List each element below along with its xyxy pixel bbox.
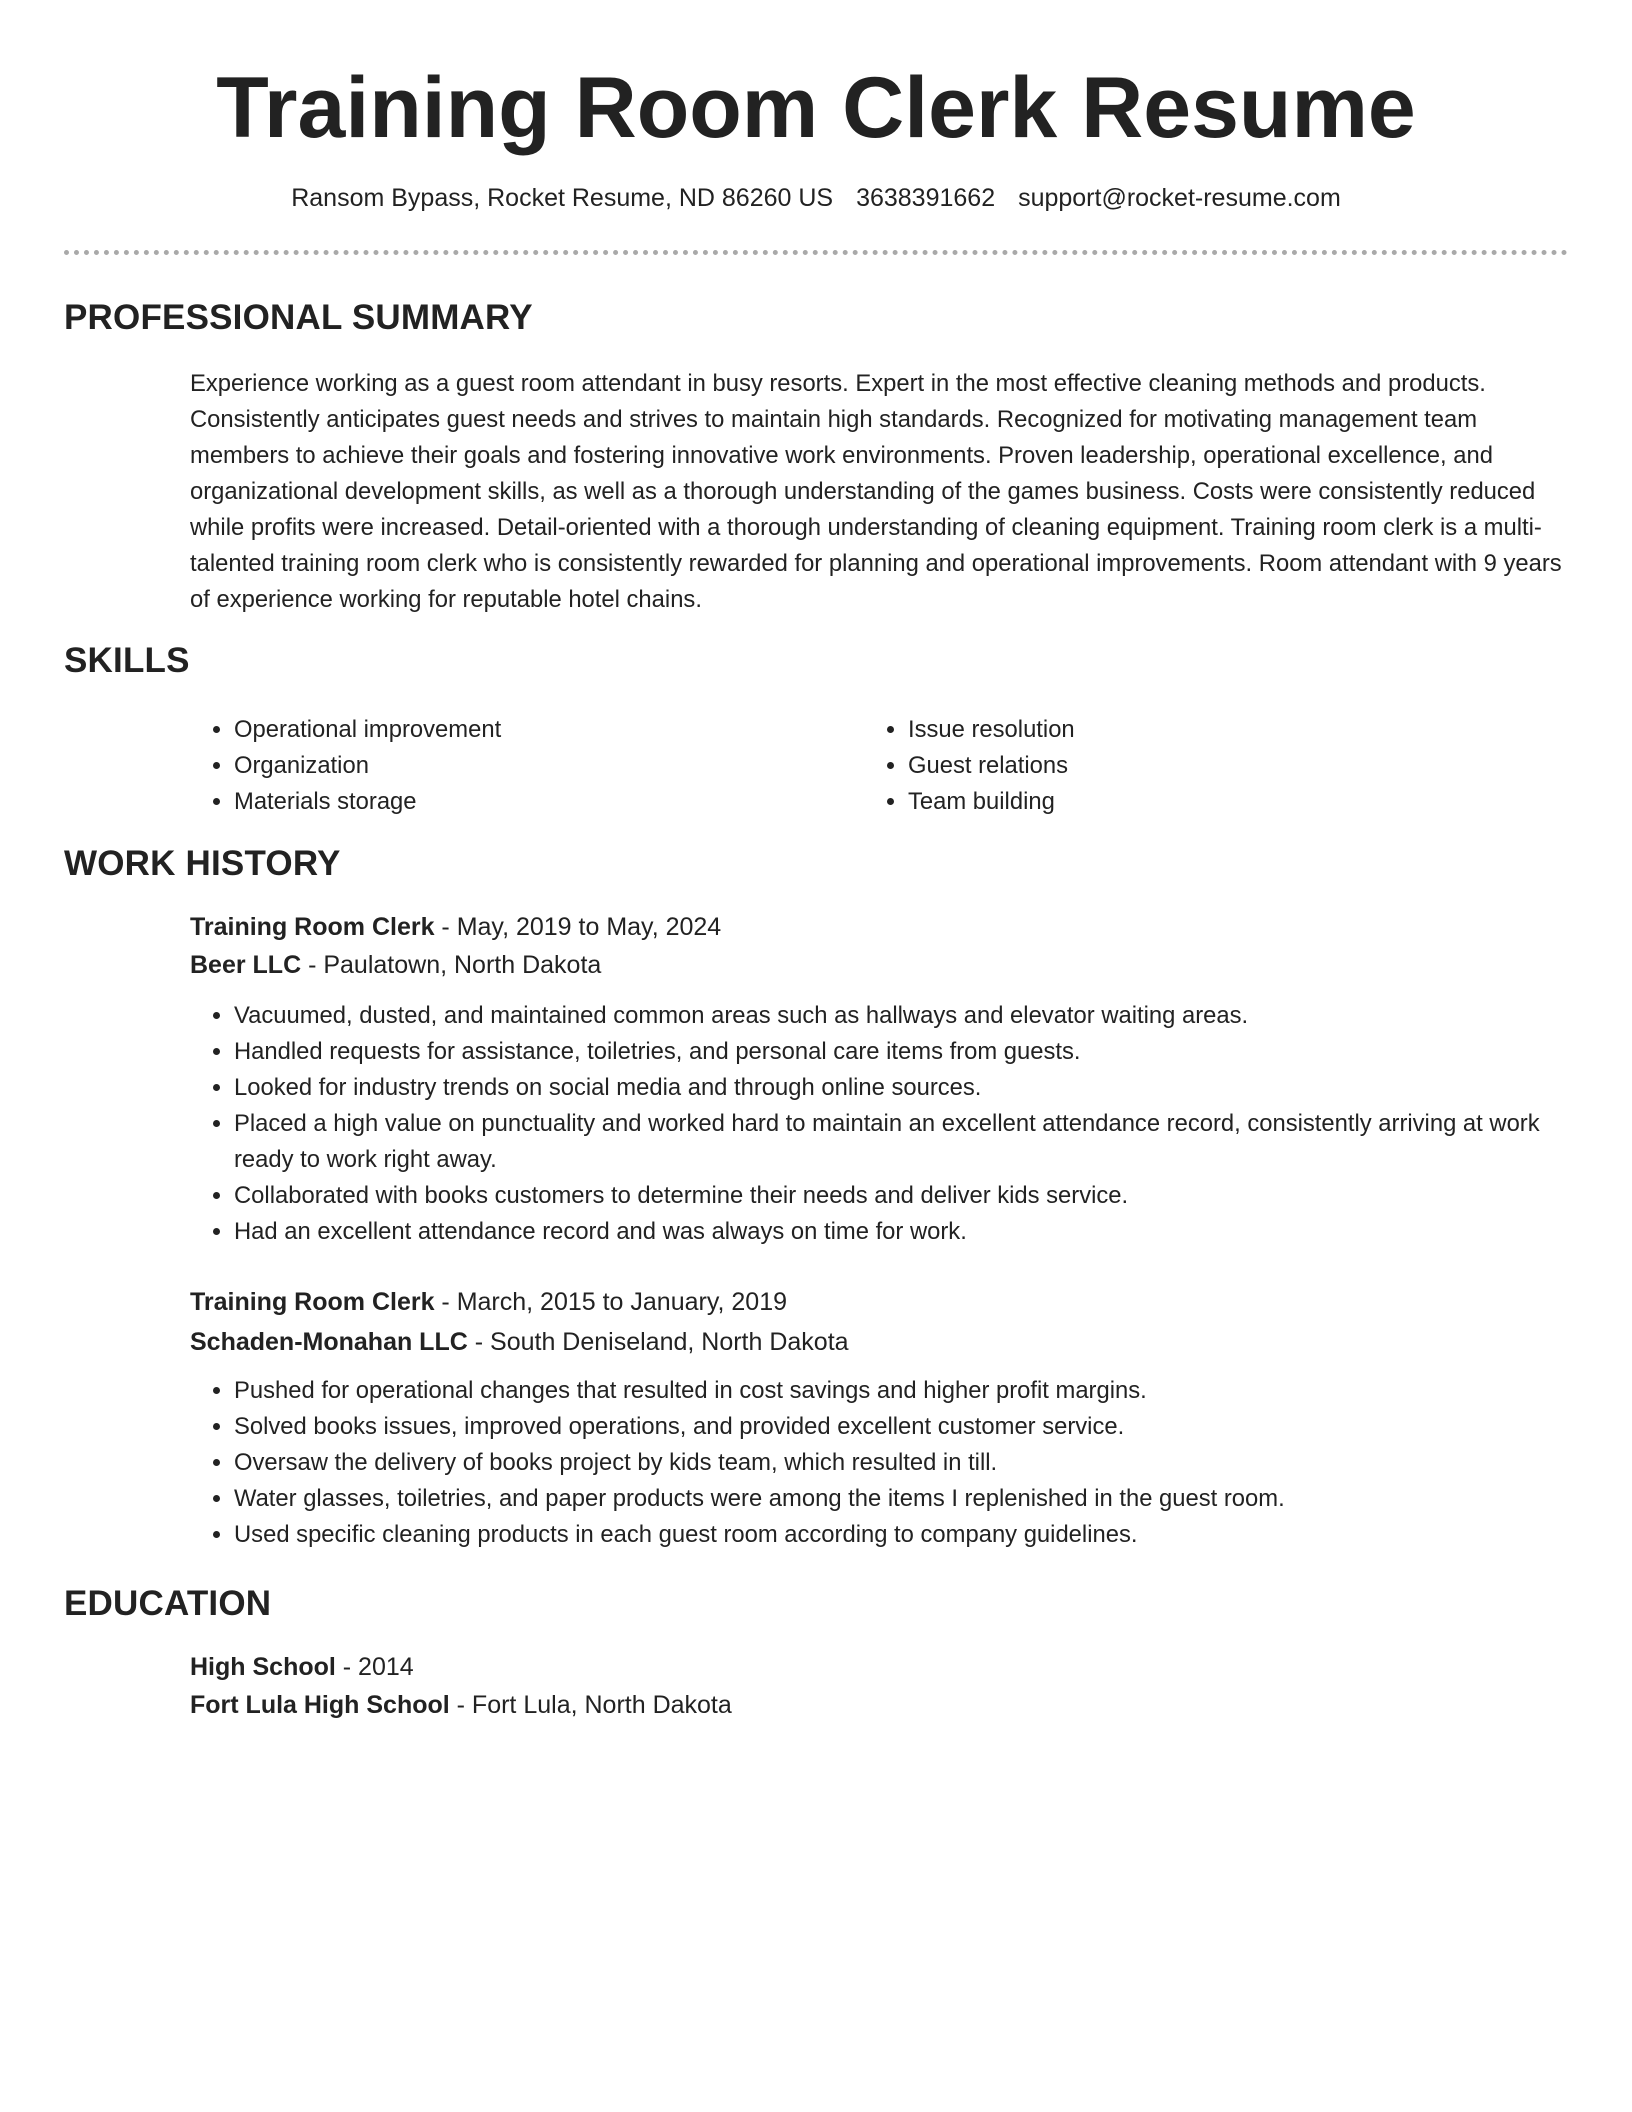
skill-item: • Issue resolution: [908, 712, 1504, 748]
job-duties: [190, 998, 1570, 1250]
duty-item: • Used specific cleaning products in each guest room according to company guidelines.: [234, 1517, 1570, 1553]
job-title-line: [190, 1283, 1570, 1321]
job-title: Training Room Clerk: [190, 1288, 435, 1316]
duty-item: • Placed a high value on punctuality and worked hard to maintain an excellent attendance record, consistently arriving at work ready to work right away.: [234, 1106, 1570, 1178]
header-divider: [64, 250, 1568, 255]
education-location: - Fort Lula, North Dakota: [449, 1691, 732, 1719]
duty-item: • Had an excellent attendance record and was always on time for work.: [234, 1214, 1570, 1250]
education-degree: High School: [190, 1653, 336, 1681]
duty-item: • Oversaw the delivery of books project by kids team, which resulted in till.: [234, 1445, 1570, 1481]
skill-item: • Guest relations: [908, 748, 1504, 784]
skill-item: • Organization: [234, 748, 830, 784]
education-year: - 2014: [335, 1653, 414, 1681]
job-location: - Paulatown, North Dakota: [301, 951, 602, 979]
job-entry: [190, 908, 1570, 1250]
education-entry: [190, 1648, 1570, 1724]
skill-item: • Team building: [908, 784, 1504, 820]
job-duties: [190, 1373, 1570, 1553]
education-school-line: [190, 1686, 1570, 1724]
duty-item: • Handled requests for assistance, toiletries, and personal care items from guests.: [234, 1034, 1570, 1070]
duty-item: • Looked for industry trends on social media and through online sources.: [234, 1070, 1570, 1106]
duty-item: • Vacuumed, dusted, and maintained common areas such as hallways and elevator waiting areas.: [234, 998, 1570, 1034]
job-company-line: [190, 1323, 1570, 1361]
job-company: Schaden-Monahan LLC: [190, 1328, 468, 1356]
duty-item: • Water glasses, toiletries, and paper products were among the items I replenished in the guest room.: [234, 1481, 1570, 1517]
skill-item: • Operational improvement: [234, 712, 830, 748]
job-location: - South Deniseland, North Dakota: [467, 1328, 849, 1356]
contact-email: support@rocket-resume.com: [1018, 184, 1341, 212]
duty-item: • Solved books issues, improved operations, and provided excellent customer service.: [234, 1409, 1570, 1445]
skill-item: • Materials storage: [234, 784, 830, 820]
skills-column-right: [864, 712, 1504, 820]
summary-text: Experience working as a guest room attendant in busy resorts. Expert in the most effective cleaning methods and products. Consistently anticipates guest needs and strives to maintain high standards. Recognized for motivating management team members to achieve their goals and fostering innovative work environments. Proven leadership, operational excellence, and organizational development skills, as well as a thorough understanding of the games business. Costs were consistently reduced while profits were increased. Detail-oriented with a thorough understanding of cleaning equipment. Training room clerk is a multi-talented training room clerk who is consistently rewarded for planning and operational improvements. Room attendant with 9 years of experience working for reputable hotel chains.: [190, 370, 1562, 613]
work-heading: WORK HISTORY: [64, 844, 341, 883]
skills-list-left: [190, 712, 830, 820]
job-title: Training Room Clerk: [190, 913, 435, 941]
contact-phone: 3638391662: [856, 184, 996, 212]
job-title-line: [190, 908, 1570, 946]
job-company: Beer LLC: [190, 951, 302, 979]
contact-address: Ransom Bypass, Rocket Resume, ND 86260 US: [291, 184, 834, 212]
job-entry: [190, 1283, 1570, 1553]
job-dates: - May, 2019 to May, 2024: [434, 913, 722, 941]
job-company-line: [190, 946, 1570, 984]
skills-heading: SKILLS: [64, 641, 190, 680]
skills-list-right: [864, 712, 1504, 820]
duty-item: • Pushed for operational changes that resulted in cost savings and higher profit margins.: [234, 1373, 1570, 1409]
education-heading: EDUCATION: [64, 1584, 272, 1623]
resume-title: Training Room Clerk Resume: [216, 60, 1416, 156]
duty-item: • Collaborated with books customers to determine their needs and deliver kids service.: [234, 1178, 1570, 1214]
contact-line: [0, 181, 1632, 215]
skills-column-left: [190, 712, 830, 820]
education-degree-line: [190, 1648, 1570, 1686]
summary-heading: PROFESSIONAL SUMMARY: [64, 298, 533, 337]
job-dates: - March, 2015 to January, 2019: [434, 1288, 787, 1316]
education-school: Fort Lula High School: [190, 1691, 450, 1719]
